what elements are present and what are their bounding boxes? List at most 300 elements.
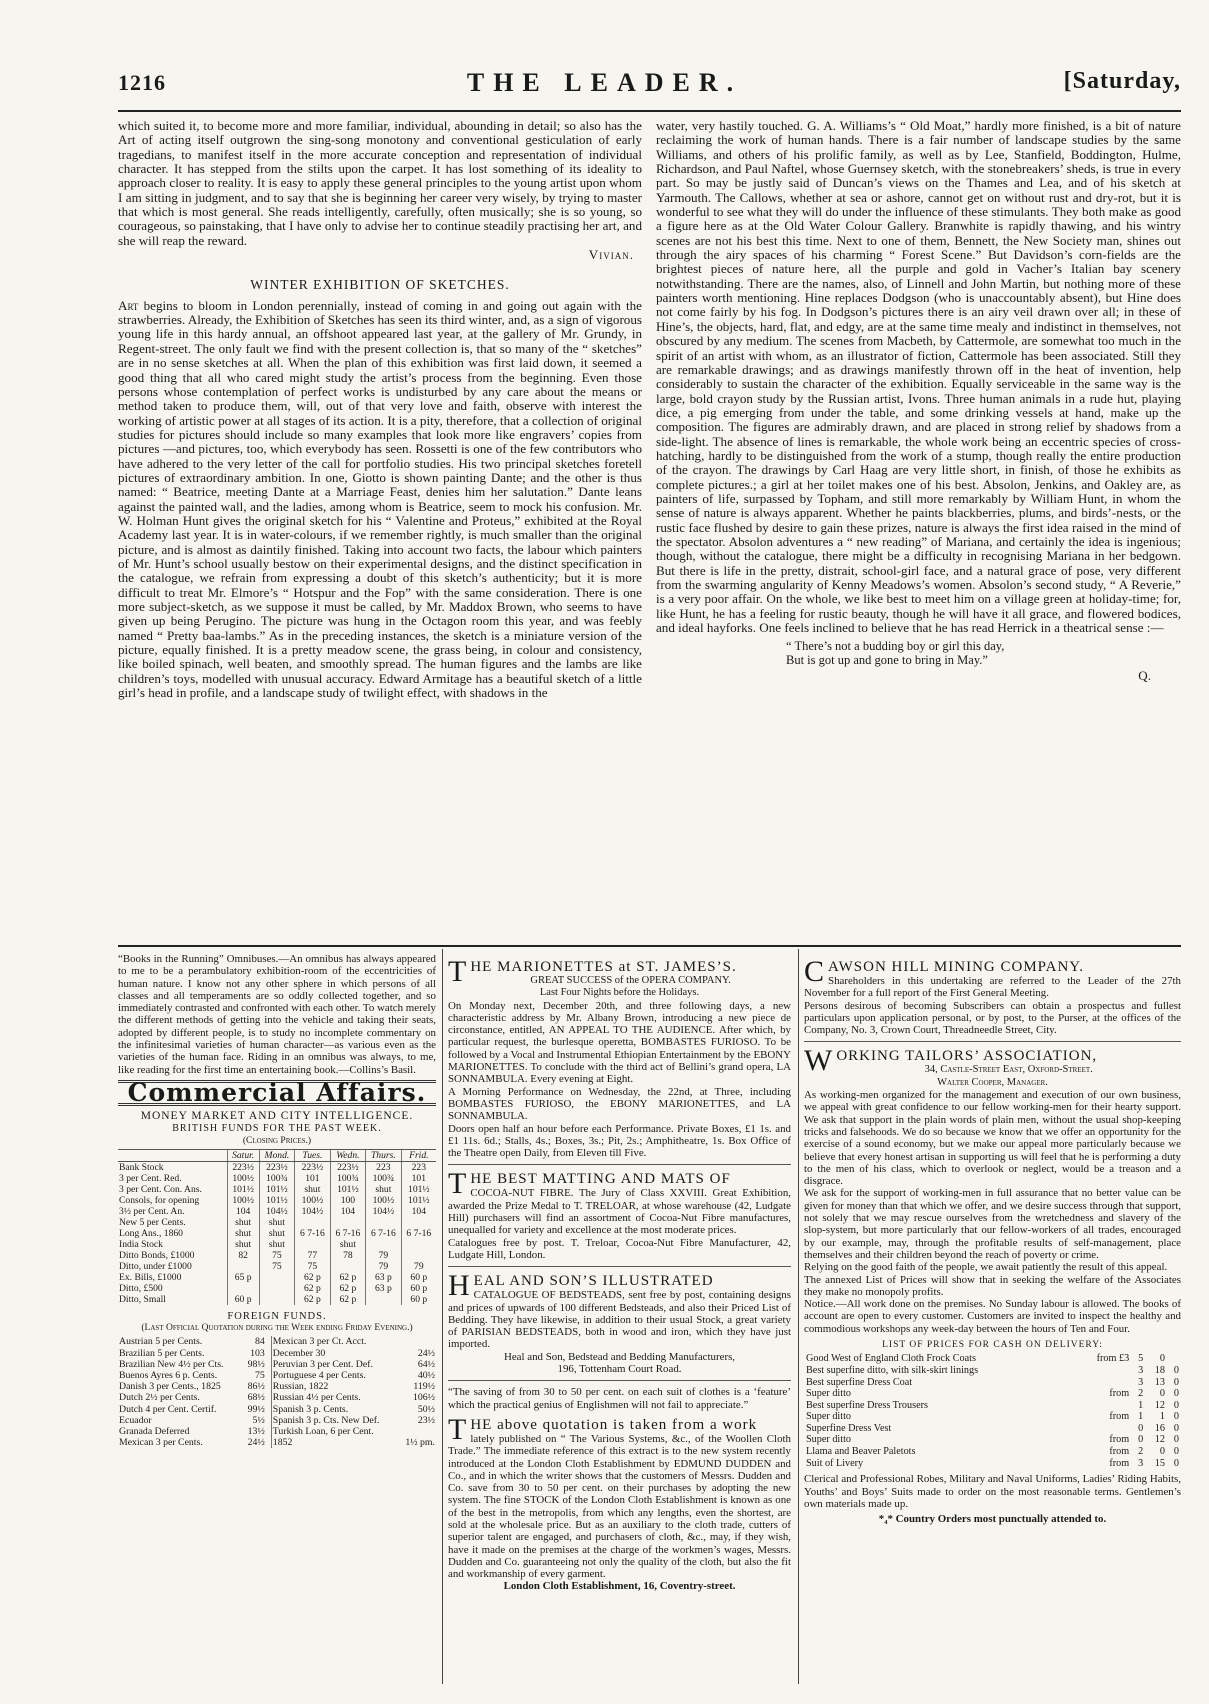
fund-price-cell: 101 — [401, 1173, 436, 1184]
foreign-funds-subtitle: (Last Official Quotation during the Week ending Friday Evening.) — [141, 1323, 413, 1334]
fund-price-cell: shut — [227, 1239, 259, 1250]
fund-price-cell: 100½ — [295, 1195, 330, 1206]
funds-table-body — [118, 1162, 436, 1306]
column-header — [118, 1150, 227, 1162]
price-value-cell: 0 — [1159, 1446, 1165, 1458]
fund-name-cell: Bank Stock — [119, 1162, 164, 1174]
price-value-cell: 0 — [1173, 1364, 1179, 1376]
fund-price-cell: 6 7-16 — [366, 1228, 402, 1239]
table-row — [804, 1388, 1181, 1400]
fund-price-cell: 60 p — [227, 1294, 259, 1305]
price-value-cell: 0 — [1159, 1388, 1165, 1400]
foreign-fund-price-cell: 86½ — [242, 1381, 271, 1392]
fund-name-cell: India Stock — [119, 1239, 163, 1251]
fund-price-cell: 104½ — [295, 1206, 330, 1217]
fund-name-cell: Ditto Bonds, £1000 — [119, 1250, 195, 1262]
fund-name-cell: 3 per Cent. Red. — [119, 1173, 182, 1185]
price-item-cell: Suit of Livery — [806, 1457, 864, 1469]
foreign-fund-price-cell: 23½ — [417, 1414, 435, 1426]
price-list-table — [804, 1353, 1181, 1469]
fund-price-cell: 101½ — [330, 1184, 365, 1195]
price-value-cell: 1 — [1138, 1411, 1144, 1423]
fund-price-cell: shut — [295, 1184, 330, 1195]
price-value-cell: 0 — [1173, 1411, 1179, 1423]
table-row — [118, 1359, 436, 1370]
price-item-cell: Best superfine ditto, with silk-skirt linings — [806, 1364, 979, 1376]
table-row — [118, 1272, 436, 1283]
table-row — [804, 1434, 1181, 1446]
foreign-fund-name-cell: Russian, 1822 — [272, 1381, 329, 1393]
tailors-body-3: Relying on the good faith of the people, we await patiently the result of this appeal. — [804, 1261, 1168, 1274]
column-header: Thurs. — [366, 1150, 402, 1162]
verse-line-1: “ There’s not a budding boy or girl this day, — [786, 639, 1005, 654]
table-row — [118, 1162, 436, 1174]
british-funds-title: BRITISH FUNDS FOR THE PAST WEEK. — [172, 1122, 382, 1134]
fund-price-cell: 101½ — [259, 1195, 294, 1206]
fund-price-cell: 62 p — [330, 1294, 365, 1305]
fund-price-cell: 6 7-16 — [295, 1228, 330, 1239]
fund-price-cell: 101½ — [401, 1184, 436, 1195]
fund-price-cell: 100½ — [227, 1195, 259, 1206]
table-row — [118, 1426, 436, 1437]
heal-text: sent free by post, containing designs and prices of upwards of 100 different Bedsteads, and also their Priced List of Bedding. They have likewise, in addition to their usual Stock, a great variety of PARISIAN BEDSTEADS, both in wood and iron, which they have just imported. — [448, 1289, 791, 1351]
table-row — [118, 1437, 436, 1448]
table-row — [118, 1348, 436, 1359]
price-value-cell: 16 — [1154, 1422, 1165, 1434]
tailors-body-4: The annexed List of Prices will show that in seeking the welfare of the Associates they make no monopoly profits. — [804, 1273, 1181, 1298]
fund-price-cell — [401, 1217, 436, 1228]
table-row — [804, 1353, 1181, 1365]
price-value-cell — [1075, 1377, 1131, 1389]
sketches-text: begins to bloom in London perennially, instead of coming in and going out again with the strawberries. Already, the Exhibition of Sketches has seen its third winter, and, as a sign of vigorous young life in this hardy annual, an offshoot appeared last year, at the gallery of Mr. Grundy, in Regent-street. The only fault we find with the present collection is, that so many of the “ sketches” are in no sense sketches at all. When the plan of this exhibition was first laid down, it seemed a good thing that all who cared might study the artist’s process from the beginning. Even those persons whose contemplation of perfect works is undisturbed by any care about the means or method taken to produce them, will, out of that very love and faith, observe with interest the working of artistic power at all stages of its action. It is a pity, therefore, that a collection of original studies for pictures should include so many examples that look more like engravers’ copies from pictures —and pictures, too, which everybody has seen. Rossetti is one of the few contributors who have adhered to the very letter of the call for portfolio studies. His two principal sketches foretell pictures of extraordinary ambition. In one, Giotto is shown painting Dante; and the other is thus named: “ Beatrice, meeting Dante at a Marriage Feast, denies him her salutation.” Dante leans against the painted wall, and the ladies, among whom is Beatrice, seem to mock his confusion. Mr. W. Holman Hunt gives the original sketch for his “ Valentine and Proteus,” exhibited at the Royal Academy last year. It is in water-colours, if we remember rightly, is much smaller than the original picture, and is almost as daintily finished. Taking into account two facts, the labour which painters of Mr. Hunt’s school usually bestow on their experimental designs, and the distinct specification in the catalogue, we refrain from expressing a doubt of this sketch’s authenticity; but it is more difficult to treat Mr. Elmore’s “ Hotspur and the Fop” with the same consideration. There is one more subject-sketch, as we suppose it must be called, by Mr. Maddox Brown, who seems to have given up being Perugino. The picture was hung in the Octagon room this year, and was feebly named “ Pretty baa-lambs.” As in the preceding instances, the sketch is a miniature version of the picture, equally finished. It is a pretty meadow scene, the grass being, in colour and consistency, like boiled spinach, well beaten, and smoothly spread. The human figures and the lambs are like children’s toys, modelled with unusual accuracy. Edward Armitage has a beautiful sketch of a little girl’s head in profile, and a landscape study of twilight effect, with shadows in the — [118, 297, 642, 701]
foreign-fund-price-cell: 64½ — [417, 1358, 435, 1370]
dropcap-word: Art — [118, 297, 139, 313]
price-value-cell: 13 — [1154, 1376, 1165, 1388]
table-row — [118, 1336, 436, 1347]
upper-right-column — [656, 119, 1181, 684]
fund-price-cell — [366, 1217, 402, 1228]
table-row — [118, 1239, 436, 1250]
price-value-cell: 0 — [1173, 1457, 1179, 1469]
cawson-body: Shareholders in this undertaking are referred to the Leader of the 27th November for a full report of the First General Meeting. — [804, 975, 1181, 1000]
price-value-cell — [1075, 1423, 1131, 1435]
fund-price-cell: 77 — [295, 1250, 330, 1261]
foreign-fund-name-cell: Dutch 4 per Cent. Certif. — [119, 1403, 217, 1415]
fund-price-cell: 60 p — [401, 1272, 436, 1283]
dropcap: H — [448, 1269, 471, 1303]
money-market-title: MONEY MARKET AND CITY INTELLIGENCE. — [140, 1110, 414, 1123]
fund-price-cell: 79 — [401, 1261, 436, 1272]
fund-name-cell: Ditto, under £1000 — [119, 1261, 192, 1273]
table-row — [804, 1458, 1181, 1470]
price-value-cell: 15 — [1154, 1457, 1165, 1469]
fund-name-cell: New 5 per Cents. — [119, 1217, 186, 1229]
fund-price-cell: shut — [259, 1228, 294, 1239]
country-orders-note: *₄* Country Orders most punctually attended to. — [878, 1513, 1107, 1526]
heal-body — [448, 1289, 791, 1350]
foreign-fund-name-cell: Turkish Loan, 6 per Cent. — [272, 1426, 374, 1438]
price-value-cell: 1 — [1159, 1411, 1165, 1423]
fund-price-cell: 100 — [330, 1195, 365, 1206]
marionettes-subtitle: GREAT SUCCESS of the OPERA COMPANY. — [530, 975, 731, 986]
article-signature: Q. — [1138, 668, 1151, 684]
fund-price-cell — [227, 1261, 259, 1272]
foreign-fund-price-cell: 50½ — [417, 1403, 435, 1415]
price-value-cell — [1075, 1400, 1131, 1412]
column-divider — [798, 949, 799, 1684]
lower-middle-column — [448, 953, 791, 1593]
fund-price-cell: shut — [259, 1217, 294, 1228]
fund-name-cell: Ex. Bills, £1000 — [119, 1272, 182, 1284]
fund-price-cell: 65 p — [227, 1272, 259, 1283]
ad-title-text: HE BEST MATTING AND MATS OF — [470, 1171, 731, 1188]
fund-price-cell: 100½ — [366, 1195, 402, 1206]
fund-price-cell: 75 — [259, 1250, 294, 1261]
fund-price-cell — [295, 1239, 330, 1250]
table-row — [118, 1370, 436, 1381]
foreign-fund-price-cell — [399, 1336, 436, 1347]
ad-title-text: EAL AND SON’S ILLUSTRATED — [473, 1273, 714, 1290]
foreign-fund-price-cell: 5½ — [242, 1415, 271, 1426]
fund-price-cell: 62 p — [330, 1283, 365, 1294]
fund-price-cell: 62 p — [295, 1283, 330, 1294]
foreign-fund-name-cell: Mexican 3 per Ct. Acct. — [272, 1336, 367, 1348]
table-row — [118, 1250, 436, 1261]
price-value-cell: 18 — [1154, 1364, 1165, 1376]
foreign-fund-name-cell: Danish 3 per Cents., 1825 — [119, 1381, 221, 1393]
column-header: Tues. — [295, 1150, 330, 1162]
fund-price-cell — [401, 1239, 436, 1250]
fund-price-cell: 104 — [227, 1206, 259, 1217]
foreign-table-body — [118, 1336, 436, 1448]
cawson-body-2: Persons desirous of becoming Subscribers can obtain a prospectus and fullest particulars upon application personal, or by post, to the Purser, at the offices of the Company, No. 3, Crown Court, Threadneedle Street, City. — [804, 999, 1181, 1037]
price-value-cell: 0 — [1138, 1422, 1144, 1434]
fund-price-cell: 100¾ — [259, 1173, 294, 1184]
fund-price-cell — [295, 1217, 330, 1228]
fund-price-cell: 62 p — [295, 1272, 330, 1283]
fund-price-cell: 78 — [330, 1250, 365, 1261]
header-rule — [118, 110, 1181, 112]
table-row — [118, 1415, 436, 1426]
marionettes-body: On Monday next, December 20th, and three following days, a new characteristic address by Mr. Albany Brown, introducing a new piece de circonstance, entitled, AN APPEAL TO THE AUDIENCE. After which, by particular request, the burlesque operetta, BOMBASTES FURIOSO. To be followed by a Vocal and Instrumental Ethiopian Entertainment by the EBONY MARIONETTES. To conclude with the third act of Bellini’s grand opera, LA SONNAMBULA. Every evening at Eight. — [448, 999, 791, 1086]
table-row — [804, 1365, 1181, 1377]
fund-price-cell: shut — [259, 1239, 294, 1250]
fund-price-cell: 223 — [401, 1162, 436, 1174]
foreign-fund-name-cell: Spanish 3 p. Cents. — [272, 1403, 349, 1415]
price-item-cell: Super ditto — [806, 1411, 851, 1423]
price-value-cell: from — [1109, 1457, 1130, 1469]
price-item-cell: Good West of England Cloth Frock Coats — [806, 1353, 976, 1365]
sketches-paragraph — [118, 299, 642, 701]
fund-price-cell — [330, 1261, 365, 1272]
ad-title-text: HE above quotation is taken from a work — [470, 1416, 758, 1433]
foreign-fund-name-cell: Mexican 3 per Cents. — [119, 1437, 203, 1449]
fund-price-cell — [330, 1217, 365, 1228]
heal-signoff: Heal and Son, Bedstead and Bedding Manufacturers, — [503, 1350, 736, 1363]
price-value-cell: 0 — [1173, 1422, 1179, 1434]
matting-text: The Jury of Class XXVIII. Great Exhibition, awarded the Prize Medal to T. TRELOAR, at whose warehouse (42, Ludgate Hill) purchasers will find an assortment of Cocoa-Nut Fibre manufactures, unequalled for variety and excellence at the most moderate prices. — [448, 1187, 791, 1237]
fund-price-cell — [366, 1239, 402, 1250]
fund-price-cell: 101½ — [227, 1184, 259, 1195]
dropcap: T — [448, 1167, 468, 1201]
foreign-fund-price-cell: 1½ pm. — [405, 1437, 435, 1449]
fund-price-cell: 62 p — [330, 1272, 365, 1283]
price-value-cell: from — [1109, 1434, 1130, 1446]
price-value-cell: 12 — [1154, 1399, 1165, 1411]
price-item-cell: Superfine Dress Vest — [806, 1422, 892, 1434]
fund-price-cell: 82 — [227, 1250, 259, 1261]
price-item-cell: Best superfine Dress Trousers — [806, 1399, 928, 1411]
table-row — [804, 1377, 1181, 1389]
review-paragraph: which suited it, to become more and more familiar, individual, abounding in detail; so also has the Art of acting itself outgrown the sing-song monotony and conventional gesticulation of early tragedians, to manifest itself in the more accurate conception and representation of individual character. It has stepped from the stilts upon the carpet. It has lost something of its ideality to approach closer to reality. It is easy to apply these general principles to the young artist upon whom I am sitting in judgment, and to say that she is beginning her career very wisely, by trying to master that which is most general. She reads intelligently, carefully, often musically; she is so young, so courageous, so painstaking, that I have only to advise her to continue steadily practising her art, and she will reap the reward. — [118, 118, 642, 248]
foreign-fund-name-cell: Dutch 2½ per Cents. — [119, 1392, 200, 1404]
table-row — [118, 1228, 436, 1239]
ad-rule — [448, 1266, 791, 1267]
sketches-continued-paragraph: water, very hastily touched. G. A. Williams’s “ Old Moat,” hardly more finished, is a bit of nature reclaiming the work of human hands. There is a fair number of landscape studies by the same Williams, and others of his prolific family, as well as by Lee, Stanfield, Boddington, Hulme, Richardson, and Paul Naftel, whose Guernsey sketch, with the stonebreakers’ sheds, is true in every part. So may be justly said of Duncan’s views on the Thames and Lea, and of his sketch at Yarmouth. The Callows, whether at sea or ashore, cannot get on without rust and dry-rot, but it is wonderful to see what they will do under the influence of these stimulants. They both make as good a figure here as at the Old Water Colour Gallery. Branwhite is rapidly thawing, and his wintry scenes are not his best this time. Next to one of them, Bennett, the New Society man, shines out through the airy spaces of his charming “ Forest Scene.” But Davidson’s corn-fields are the brightest pieces of nature here, all the purple and gold in Vacher’s Italian bay scenery notwithstanding. There are the names, also, of Linnell and John Martin, but nothing more of these painters worth mentioning. Hine replaces Dodgson (who is unaccountably absent), but Hine does not come fairly by his fog. In Dodgson’s pictures there is an airy veil drawn over all; in these of Hine’s, the objects, hard, flat, and edgy, are at the same time mealy and indistinct in themselves, not obscured by any medium. The scenes from Macbeth, by Cattermole, are somewhat too much in the spirit of an artist with whom, as an illustrator of fiction, Cattermole has been associated. Still they are remarkable drawings; and as drawings manifestly thrown off in the heat of invention, help considerably to sustain the character of the exhibition. Equally serviceable in the same way is the large, bold crayon study by the Russian artist, Ivons. Three human animals in a rude hut, playing dice, a pig emerging from under the table, and some drinking vessels at hand, make up the composition. The figures are admirably drawn, and are placed in strong relief by shadows from a side-light. The absence of lines is remarkable, the whole work being an eccentric species of cross-hatching, hardly to be distinguished from the work of a stump, though really the entire production of the crayon. The drawings by Carl Haag are very little short, in finish, of those he exhibits as complete pictures.; a girl at her toilet makes one of his best. Absolon, Jenkins, and Oakley are, as painters of life, surpassed by Topham, and still more remarkably by William Hunt, in whom the sense of nature is always apparent. Whether he paints blackberries, plums, and birds’-nests, or the rustic face flushed by desire to gain these prizes, nature is always the first idea raised in the mind of the spectator. Absolon adventures a “ new reading” of Mariana, and certainly the idea is ingenious; though, without the catalogue, there might be a difficulty in recognising Mariana in her bedgown. But there is life in the pretty, distrait, school-girl face, and a natural grace of pose, very different from the swarming angularity of Kenny Meadows’s women. Absolon’s second study, “ A Reverie,” is a very poor affair. On the whole, we like best to meet him on a village green at holiday-time; for, like Hunt, he has a feeling for rustic beauty, though he will have it all grace, and flowered bodices, and ideal hayforks. One feels inclined to believe that he has read Herrick in a theatrical sense :— — [656, 118, 1181, 636]
matting-subtitle: COCOA-NUT FIBRE. — [470, 1187, 574, 1200]
table-row — [804, 1400, 1181, 1412]
table-row — [804, 1411, 1181, 1423]
fund-price-cell: shut — [330, 1239, 365, 1250]
cloth-establishment-address: London Cloth Establishment, 16, Coventry-street. — [503, 1580, 736, 1593]
price-value-cell: 0 — [1173, 1446, 1179, 1458]
fund-name-cell: Ditto, Small — [119, 1294, 166, 1306]
price-value-cell: 0 — [1173, 1388, 1179, 1400]
price-value-cell: 3 — [1138, 1457, 1144, 1469]
section-divider — [118, 945, 1181, 947]
fund-name-cell: 3 per Cent. Con. Ans. — [119, 1184, 202, 1196]
foreign-fund-name-cell: Ecuador — [119, 1414, 152, 1426]
column-header: Frid. — [401, 1150, 436, 1162]
quotation-ad-title — [448, 1412, 791, 1446]
fund-price-cell: 223½ — [330, 1162, 365, 1174]
column-divider — [442, 949, 443, 1684]
price-value-cell: 0 — [1173, 1399, 1179, 1411]
fund-price-cell: 100½ — [227, 1173, 259, 1184]
fund-price-cell: 223 — [366, 1162, 402, 1174]
column-header: Satur. — [227, 1150, 259, 1162]
quotation-body: lately published on “ The Various Systems, &c., of the Woollen Cloth Trade.” The immediate reference of this extract is to the new system recently introduced at the London Cloth Establishment by EDMUND DUDDEN and Co., and in which the writer shows that the customers of Messrs. Dudden and Co. save from 30 to 50 per cent. on their purchases by adopting the new system. The fine STOCK of the London Cloth Establishment is known as one of the best in the metropolis, from which any lengths, even the shortest, are sold at the wholesale price. But as an auxiliary to the cloth trade, cutters of superior talent are engaged, and purchasers of cloth, &c., may, if they wish, have it made on the premises at the charge of the workmen’s wages, Messrs. Dudden and Co. guaranteeing not only the quality of the cloth, but also the fit and workmanship of every garment. — [448, 1432, 791, 1581]
foreign-fund-price-cell: 24½ — [417, 1347, 435, 1359]
table-row — [118, 1217, 436, 1228]
fund-price-cell: 104 — [401, 1206, 436, 1217]
foreign-fund-price-cell: 119½ — [413, 1381, 435, 1393]
table-row — [118, 1404, 436, 1415]
tailors-clerical: Clerical and Professional Robes, Military and Naval Uniforms, Ladies’ Riding Habits, Youths’ and Boys’ Suits made to order on the most reasonable terms. Gentlemen’s own materials made up. — [804, 1473, 1181, 1510]
page-number: 1216 — [118, 70, 166, 95]
price-item-cell: Super ditto — [806, 1434, 851, 1446]
table-row — [118, 1283, 436, 1294]
foreign-fund-price-cell: 106½ — [412, 1392, 435, 1404]
heal-address: 196, Tottenham Court Road. — [557, 1363, 682, 1376]
fund-price-cell — [259, 1272, 294, 1283]
fund-price-cell: 223½ — [227, 1162, 259, 1174]
fund-price-cell — [366, 1294, 402, 1305]
matting-catalogue: Catalogues free by post. T. Treloar, Cocoa-Nut Fibre Manufacturer, 42, Ludgate Hill, London. — [448, 1236, 791, 1261]
fund-price-cell: shut — [227, 1228, 259, 1239]
tailors-notice: Notice.—All work done on the premises. No Sunday labour is allowed. The books of account are open to every customer. Customers are invited to inspect the healthy and commodious workshops any week-day between the hours of Ten and Four. — [804, 1298, 1181, 1335]
fund-price-cell: 60 p — [401, 1294, 436, 1305]
dropcap: T — [448, 955, 468, 988]
fund-name-cell: Consols, for opening — [119, 1195, 200, 1207]
foreign-fund-price-cell: 24½ — [242, 1437, 271, 1448]
tailors-address: 34, Castle-Street East, Oxford-Street. — [924, 1064, 1093, 1076]
tailors-body-2: We ask for the support of working-men in full assurance that no better value can be given for money than that which we offer, and we desire success through that support, not solely that we may rescue ourselves from the wretchedness and slavery of the slop-system, but more particularly that our fellow-workers of all trades, encouraged by our example, may, through the profitable results of self-management, place themselves and their children beyond the reach of poverty or crime. — [804, 1187, 1181, 1261]
foreign-fund-price-cell: 68½ — [242, 1392, 271, 1403]
fund-price-cell: 79 — [366, 1250, 402, 1261]
closing-prices-label: (Closing Prices.) — [242, 1135, 312, 1146]
foreign-fund-price-cell: 98½ — [242, 1359, 271, 1370]
fund-price-cell: 101 — [295, 1173, 330, 1184]
fund-price-cell — [227, 1283, 259, 1294]
price-value-cell: 0 — [1173, 1376, 1179, 1388]
fund-price-cell: 62 p — [295, 1294, 330, 1305]
price-value-cell: 2 — [1138, 1446, 1144, 1458]
dropcap: W — [804, 1044, 834, 1078]
upper-left-column — [118, 119, 642, 700]
table-row — [804, 1423, 1181, 1435]
ad-title-text: ORKING TAILORS’ ASSOCIATION, — [836, 1048, 1098, 1065]
table-row — [118, 1206, 436, 1217]
foreign-fund-price-cell: 84 — [242, 1336, 271, 1347]
price-item-cell: Best superfine Dress Coat — [806, 1376, 913, 1388]
fund-price-cell: 223½ — [295, 1162, 330, 1174]
foreign-fund-name-cell: Austrian 5 per Cents. — [119, 1336, 203, 1348]
table-row — [118, 1261, 436, 1272]
heal-subtitle: CATALOGUE OF BEDSTEADS, — [473, 1289, 625, 1302]
price-value-cell: from — [1109, 1446, 1130, 1458]
fund-price-cell: shut — [366, 1184, 402, 1195]
ad-rule — [448, 1164, 791, 1165]
price-value-cell: 3 — [1138, 1364, 1144, 1376]
foreign-fund-name-cell: Brazilian New 4½ per Cts. — [119, 1358, 224, 1370]
dropcap: C — [804, 955, 826, 988]
fund-price-cell: 75 — [295, 1261, 330, 1272]
price-list-title: LIST OF PRICES FOR CASH ON DELIVERY: — [882, 1340, 1103, 1351]
foreign-fund-name-cell: Spanish 3 p. Cts. New Def. — [272, 1414, 380, 1426]
tailors-body: As working-men organized for the management and execution of our own business, we appeal with great confidence to our fellow working-men for their hearty support. We ask that support in the plain words of plain men, without the usual shop-keeping tricks and falsehoods. We do so because we know that we offer an opportunity for the exercise of a sound economy, but we make our appeal more particularly because we believe that every honest artisan in supporting us will feel that he is performing a duty to the men of his class, which to overlook or neglect, would be a treason and a disgrace. — [804, 1089, 1181, 1188]
fund-price-cell: 63 p — [366, 1272, 402, 1283]
fund-price-cell: 223½ — [259, 1162, 294, 1174]
fund-name-cell: Long Ans., 1860 — [119, 1228, 183, 1240]
table-row — [118, 1392, 436, 1403]
table-row — [118, 1184, 436, 1195]
price-value-cell: 0 — [1173, 1434, 1179, 1446]
price-value-cell: 2 — [1138, 1388, 1144, 1400]
marionettes-morning: A Morning Performance on Wednesday, the 22nd, at Three, including BOMBASTES FURIOSO, the EBONY MARIONETTES, and LA SONNAMBULA. — [448, 1085, 791, 1123]
fund-price-cell: 6 7-16 — [401, 1228, 436, 1239]
fund-name-cell: 3½ per Cent. An. — [119, 1206, 185, 1218]
table-row — [118, 1381, 436, 1392]
table-row — [118, 1195, 436, 1206]
fund-price-cell: 101½ — [259, 1184, 294, 1195]
price-value-cell: from — [1109, 1388, 1130, 1400]
foreign-fund-name-cell: Brazilian 5 per Cents. — [119, 1347, 205, 1359]
foreign-fund-name-cell: December 30 — [272, 1347, 326, 1359]
fund-price-cell: 101½ — [401, 1195, 436, 1206]
foreign-fund-name-cell: Peruvian 3 per Cent. Def. — [272, 1358, 373, 1370]
fund-price-cell: 104½ — [366, 1206, 402, 1217]
foreign-fund-name-cell: Portuguese 4 per Cents. — [272, 1370, 366, 1382]
fund-price-cell: shut — [227, 1217, 259, 1228]
newspaper-title: THE LEADER. — [466, 68, 743, 97]
tailors-manager: Walter Cooper, Manager. — [937, 1076, 1048, 1088]
fund-price-cell — [259, 1294, 294, 1305]
price-value-cell: 12 — [1154, 1434, 1165, 1446]
price-value-cell: from £3 — [1096, 1353, 1130, 1365]
fund-price-cell — [259, 1283, 294, 1294]
commercial-affairs-heading: Commercial Affairs. — [127, 1077, 427, 1107]
price-list-body — [804, 1353, 1181, 1469]
table-row — [118, 1294, 436, 1305]
lower-right-column — [804, 953, 1181, 1525]
price-item-cell: Super ditto — [806, 1388, 851, 1400]
fund-price-cell: 100¾ — [366, 1173, 402, 1184]
price-item-cell: Llama and Beaver Paletots — [806, 1446, 916, 1458]
foreign-fund-price-cell: 13½ — [242, 1426, 271, 1437]
foreign-fund-name-cell: Granada Deferred — [119, 1426, 190, 1438]
review-signature: Vivian. — [588, 247, 634, 263]
marionettes-prices: Doors open half an hour before each Performance. Private Boxes, £1 1s. and £1 11s. 6d.; Stalls, 4s.; Boxes, 3s.; Pit, 2s.; Amphitheatre, 1s. Box Office of the Theatre open Daily, from Eleven till Five. — [448, 1122, 791, 1160]
marionettes-subtitle-2: Last Four Nights before the Holidays. — [539, 987, 700, 999]
fund-price-cell: 104 — [330, 1206, 365, 1217]
dropcap: T — [448, 1412, 468, 1446]
lower-left-column — [118, 953, 436, 1448]
fund-price-cell — [401, 1250, 436, 1261]
fund-price-cell: 104½ — [259, 1206, 294, 1217]
price-value-cell — [1075, 1365, 1131, 1377]
verse-line-2: But is got up and gone to bring in May.” — [786, 653, 988, 668]
table-row — [118, 1173, 436, 1184]
foreign-fund-name-cell: 1852 — [272, 1437, 293, 1449]
foreign-fund-price-cell: 75 — [242, 1370, 271, 1381]
ad-title-text: HE MARIONETTES at ST. JAMES’S. — [470, 959, 737, 975]
matting-body — [448, 1187, 791, 1236]
fund-price-cell: 75 — [259, 1261, 294, 1272]
foreign-funds-title: FOREIGN FUNDS. — [227, 1311, 327, 1323]
price-value-cell: from — [1109, 1411, 1130, 1423]
british-funds-table — [118, 1149, 436, 1305]
table-row — [804, 1446, 1181, 1458]
foreign-fund-name-cell: Russian 4½ per Cents. — [272, 1392, 361, 1404]
fund-price-cell: 63 p — [366, 1283, 402, 1294]
foreign-fund-price-cell: 103 — [242, 1348, 271, 1359]
fund-price-cell: 60 p — [401, 1283, 436, 1294]
ad-rule — [804, 1041, 1181, 1042]
saving-quote: “The saving of from 30 to 50 per cent. on each suit of clothes is a ‘feature’ which the practical genius of Englishmen will not fail to appreciate.” — [448, 1386, 791, 1411]
fund-price-cell: 100¾ — [330, 1173, 365, 1184]
price-value-cell: 3 — [1138, 1376, 1144, 1388]
foreign-fund-name-cell: Buenos Ayres 6 p. Cents. — [119, 1370, 218, 1382]
section-title-sketches: WINTER EXHIBITION OF SKETCHES. — [250, 277, 510, 293]
foreign-fund-price-cell: 99½ — [242, 1404, 271, 1415]
price-value-cell: 0 — [1138, 1434, 1144, 1446]
ad-rule — [448, 1380, 791, 1381]
fund-price-cell: 6 7-16 — [330, 1228, 365, 1239]
column-header: Mond. — [259, 1150, 294, 1162]
table-header-row — [118, 1150, 436, 1162]
foreign-fund-price-cell: 40½ — [417, 1370, 435, 1382]
omnibus-paragraph: “Books in the Running” Omnibuses.—An omnibus has always appeared to me to be a perambulatory exhibition-room of the eccentricities of human nature. I know not any other sphere in which persons of all classes and all temperaments are so oddly collected together, and so immediately contrasted and confronted with each other. To watch merely the different methods of getting into the vehicle and taking their seats, adopted by different people, is to study no incomplete commentary on the infinitesimal varieties of human character—as various even as the varieties of the human face. Riding in an omnibus was always, to me, like reading for the first time an entertaining book.—Collins’s Basil. — [118, 953, 436, 1076]
fund-price-cell: 79 — [366, 1261, 402, 1272]
price-value-cell: 0 — [1159, 1353, 1165, 1365]
price-value-cell: 5 — [1138, 1353, 1144, 1365]
column-header: Wedn. — [330, 1150, 365, 1162]
issue-day: [Saturday, — [1063, 68, 1181, 94]
price-value-cell: 1 — [1138, 1399, 1144, 1411]
foreign-funds-table — [118, 1336, 436, 1448]
ad-title-text: AWSON HILL MINING COMPANY. — [828, 959, 1084, 975]
